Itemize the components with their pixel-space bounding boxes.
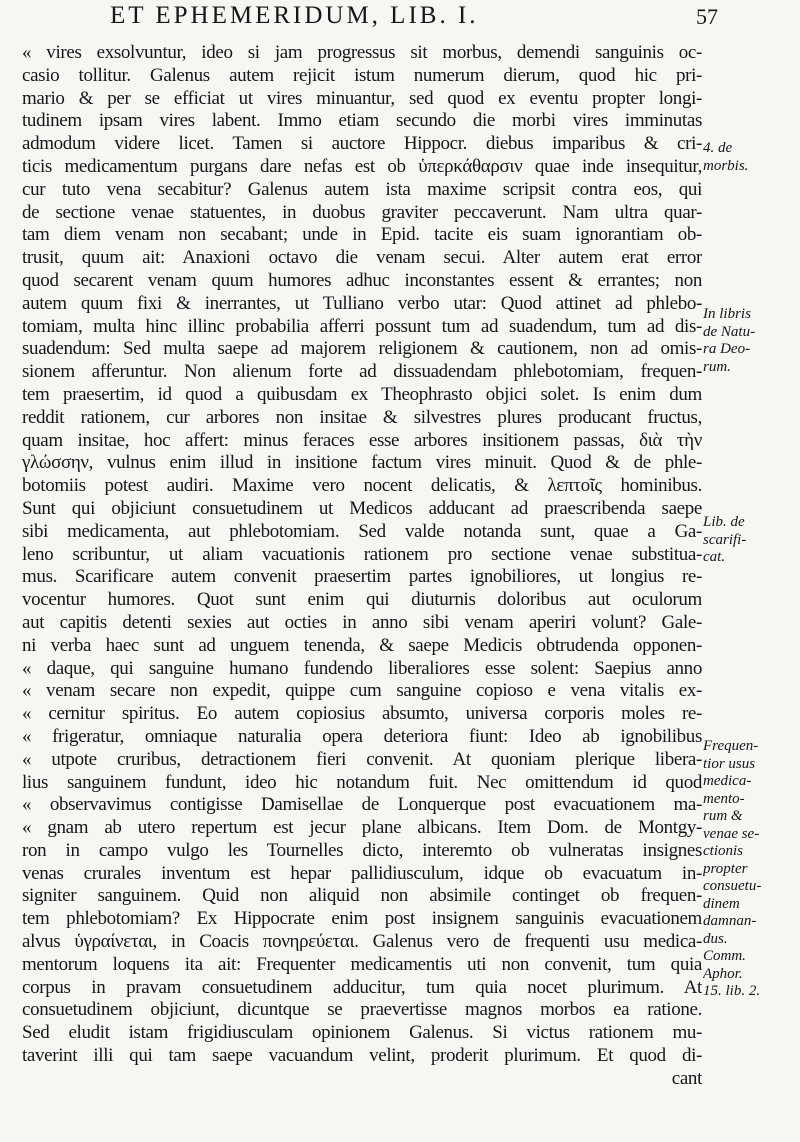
margin-note-line: In libris	[703, 306, 751, 322]
text-line: de sectione venae statuentes, in duobus graviter peccaverunt. Nam ultra quar-	[22, 201, 702, 223]
margin-note-line: tior usus	[703, 755, 756, 772]
text-line: vocentur humores. Quot sunt enim qui diuturnis doloribus aut oculorum	[22, 589, 702, 611]
text-line: corpus in pravam consuetudinem adducitur, tum quia nocet plurimum. At	[22, 976, 702, 998]
margin-note-de-natura-deorum	[703, 306, 798, 376]
margin-note-line: propter	[703, 860, 748, 877]
margin-note-line: mento-	[703, 790, 745, 807]
text-line: ron in campo vulgo les Tournelles dicto, interemto ob vulneratas insignes	[22, 839, 702, 861]
text-line: Sunt qui objiciunt consuetudinem ut Medicos adducant ad praescribenda saepe	[22, 497, 702, 519]
margin-note-line: scarifi-	[703, 531, 747, 548]
text-line: reddit rationem, cur arbores non insitae & silvestres plures producant fructus,	[22, 406, 702, 428]
text-line: « utpote cruribus, detractionem fieri convenit. At quoniam plerique libera-	[22, 748, 702, 770]
margin-note-line: Lib. de	[703, 514, 745, 530]
text-line: ticis medicamentum purgans dare nefas est ob ὑπερκάθαρσιν quae inde insequitur,	[22, 155, 702, 177]
text-line: cant	[671, 1067, 702, 1089]
margin-note-line: dinem	[703, 895, 740, 912]
margin-note-line: Frequen-	[703, 738, 759, 754]
margin-note-line: Aphor.	[703, 965, 743, 982]
text-line: « daque, qui sanguine humano fundendo liberaliores esse solent: Saepius anno	[22, 657, 702, 679]
text-line: tam diem venam non secabant; unde in Epid. tacite eis suam ignorantiam ob-	[22, 224, 702, 246]
text-line: quam insitae, hoc affert: minus feraces esse arbores insitionem passas, διὰ τὴν	[22, 429, 702, 451]
margin-note-de-morbis	[703, 140, 798, 175]
text-line: « observavimus contigisse Damisellae de Lonquerque post evacuationem ma-	[22, 794, 702, 816]
text-line: Sed eludit istam frigidiusculam opinionem Galenus. Si victus rationem mu-	[22, 1022, 702, 1044]
margin-note-line: rum &	[703, 808, 743, 824]
text-line: aut capitis detenti sexies aut octies in anno sibi venam aperiri volunt? Gale-	[22, 611, 702, 633]
text-line: « vires exsolvuntur, ideo si jam progressus sit morbus, demendi sanguinis oc-	[22, 42, 702, 63]
text-line: tem praesertim, id quod a quibusdam ex Theophrasto objici solet. Is enim dum	[22, 383, 702, 405]
running-header	[110, 2, 718, 36]
margin-note-line: morbis.	[703, 157, 749, 174]
text-line: γλώσσην, vulnus enim illud in insitione factum vires minuit. Quod & de phle-	[22, 452, 702, 474]
margin-note-line: medica-	[703, 773, 752, 789]
text-line: quod secarent venam quum humores adhuc inconstantes essent & errantes; non	[22, 269, 702, 291]
body-text	[22, 42, 702, 1091]
margin-note-line: dus.	[703, 930, 728, 947]
margin-note-line: venae se-	[703, 825, 760, 842]
text-line: leno scribuntur, ut aliam vacuationis rationem pro sectione venae substitua-	[22, 543, 702, 565]
text-line: suadendum: Sed multa saepe ad majorem religionem & cautionem, non ad omis-	[22, 338, 702, 360]
text-line: autem quum fixi & inerrantes, ut Tulliano verbo utar: Quod attinet ad phlebo-	[22, 292, 702, 314]
text-line: sibi medicamenta, aut phlebotomiam. Sed valde notanda sunt, quae a Ga-	[22, 520, 702, 542]
margin-note-line: Comm.	[703, 948, 746, 964]
text-line: venas crurales inventum est hepar pallidiusculum, idque ob evacuatum in-	[22, 862, 702, 884]
text-line: cur tuto vena secabitur? Galenus autem ista maxime scripsit contra eos, qui	[22, 178, 702, 200]
text-line: « frigeratur, omniaque naturalia opera deteriora fiunt: Ideo ab ignobilibus	[22, 725, 702, 747]
text-line: mario & per se efficiat ut vires minuantur, sed quod ex eventu propter longi-	[22, 87, 702, 109]
page-number: 57	[696, 4, 718, 29]
running-title: ET EPHEMERIDUM, LIB. I.	[110, 2, 479, 29]
margin-note-frequentior-usus	[703, 738, 798, 1001]
text-line: consuetudinem objiciunt, dicuntque se praevertisse magnos morbos ea ratione.	[22, 999, 702, 1021]
text-line: sionem afferuntur. Non alienum forte ad dissuadendam phlebotomiam, frequen-	[22, 361, 702, 383]
margin-note-line: ra Deo-	[703, 341, 751, 357]
text-line: « gnam ab utero repertum est jecur plane albicans. Item Dom. de Montgy-	[22, 817, 702, 839]
text-line: admodum videre licet. Tamen si auctore Hippocr. diebus imparibus & cri-	[22, 133, 702, 155]
margin-note-de-scarificat	[703, 514, 798, 567]
margin-note-line: ctionis	[703, 843, 743, 859]
text-line: tudinem ipsam vires labent. Immo etiam secundo die morbi vires imminutas	[22, 110, 702, 132]
margin-note-line: consuetu-	[703, 878, 762, 894]
text-line: tomiam, multa hinc illinc probabilia afferri possunt tum ad suadendum, tum ad dis-	[22, 315, 702, 337]
text-line: ni verba haec sunt ad unguem tenenda, & saepe Medicis obtrudenda opponen-	[22, 634, 702, 656]
text-line: botomiis potest audiri. Maxime vero nocent delicatis, & λεπτοῖς hominibus.	[22, 475, 702, 497]
margin-note-line: 4. de	[703, 140, 733, 156]
text-line: lius sanguinem fundunt, ideo hic notandum fuit. Nec omittendum id quod	[22, 771, 702, 793]
margin-note-line: rum.	[703, 358, 731, 375]
text-line: mentorum loquens ita ait: Frequenter medicamentis uti non convenit, tum quia	[22, 953, 702, 975]
text-line: casio tollitur. Galenus autem rejicit istum numerum dierum, quod hic pri-	[22, 64, 702, 86]
text-line: trusit, quum ait: Anaxioni octavo die venam secui. Alter autem erat error	[22, 247, 702, 269]
text-line: mus. Scarificare autem convenit praesertim partes ignobiliores, ut longius re-	[22, 566, 702, 588]
margin-note-line: de Natu-	[703, 323, 756, 340]
text-line: alvus ὑγραίνεται, in Coacis πονηρεύεται. Galenus vero de frequenti usu medica-	[22, 931, 702, 953]
margin-note-line: damnan-	[703, 913, 757, 929]
text-line: tem phlebotomiam? Ex Hippocrate enim post insignem sanguinis evacuationem	[22, 908, 702, 930]
text-line: taverint illi qui tam saepe vacuandum velint, proderit plurimum. Et quod di-	[22, 1045, 702, 1067]
margin-note-line: 15. lib. 2.	[703, 983, 761, 999]
text-line: « cernitur spiritus. Eo autem copiosius absumto, universa corporis moles re-	[22, 703, 702, 725]
text-line: « venam secare non expedit, quippe cum sanguine copioso e vena vitalis ex-	[22, 680, 702, 702]
margin-note-line: cat.	[703, 549, 726, 565]
text-line: signiter sanguinem. Quid non aliquid non absimile continget ob frequen-	[22, 885, 702, 907]
